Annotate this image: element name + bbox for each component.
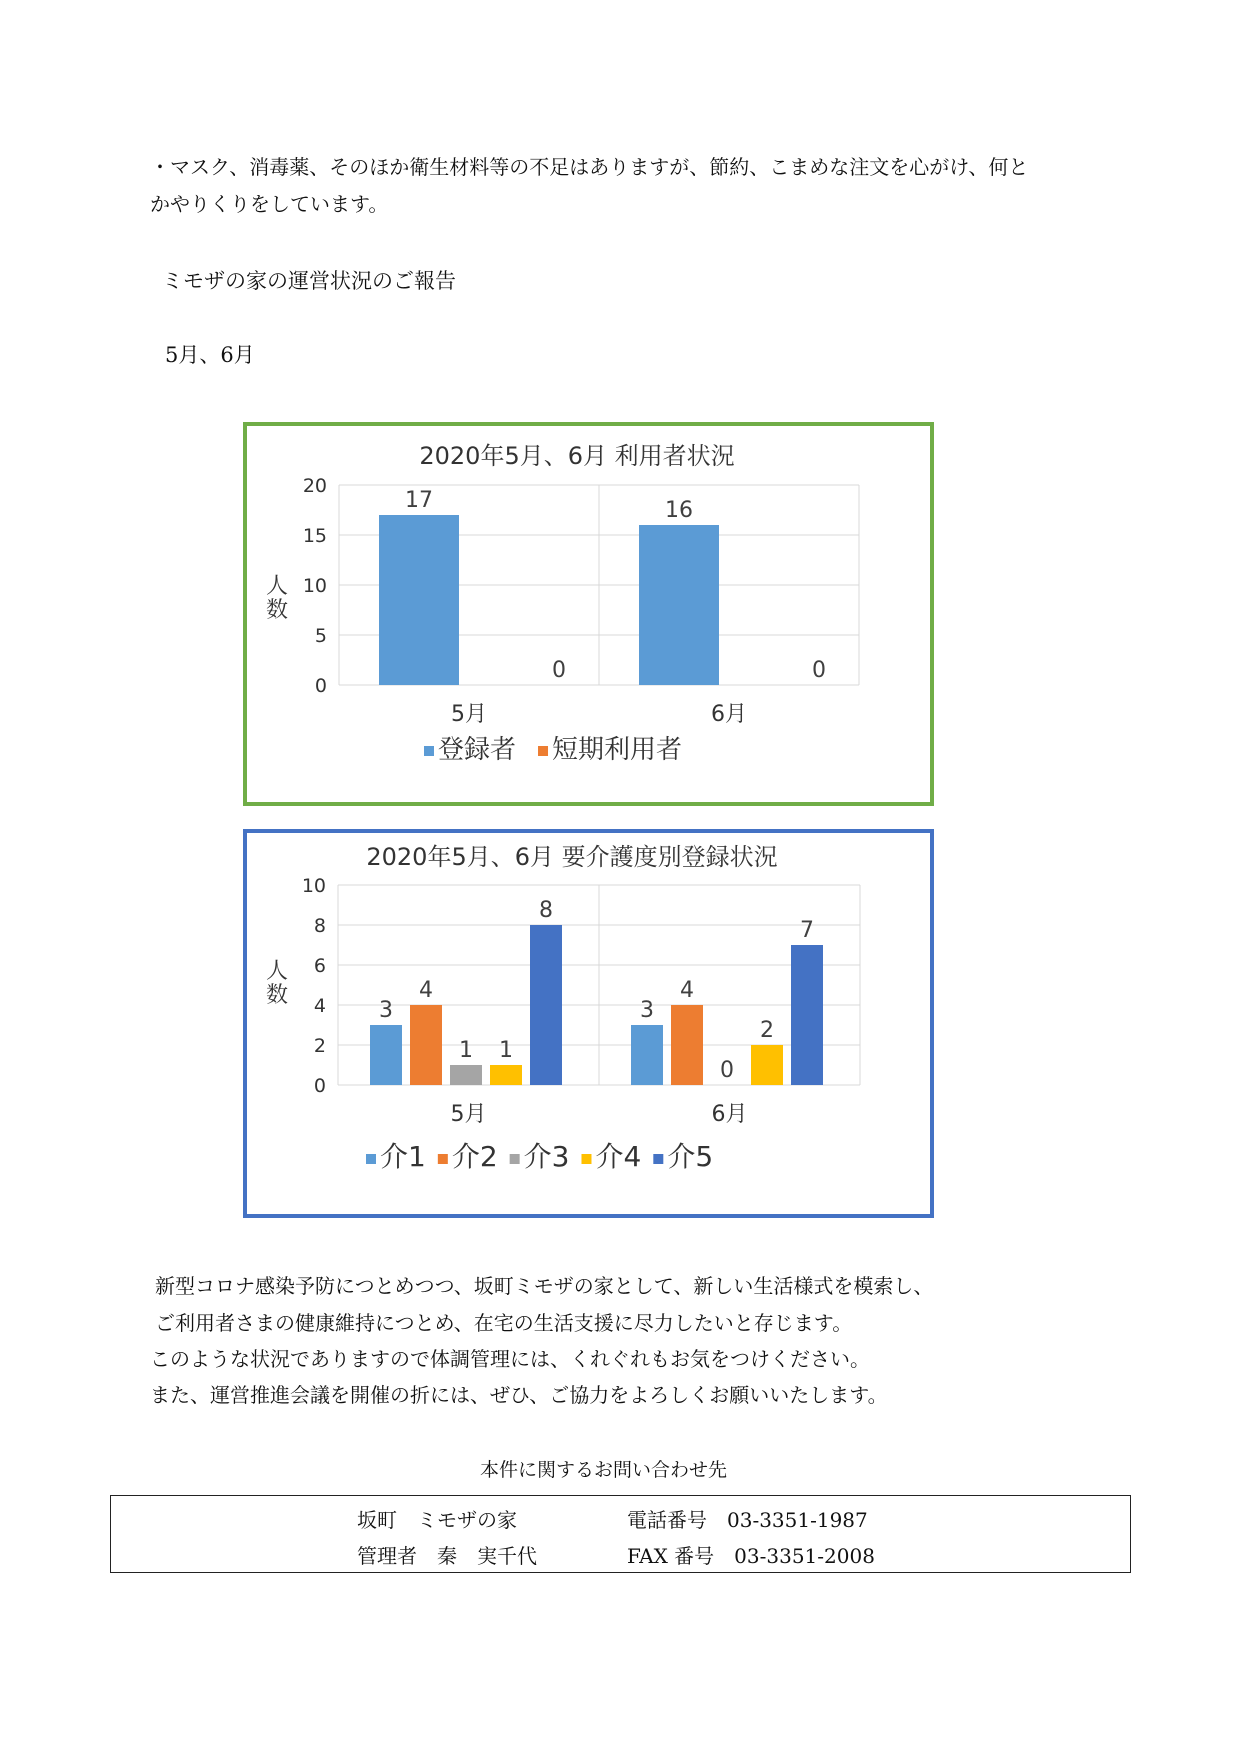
bar-介2-5月 [410, 1005, 442, 1085]
data-label: 17 [405, 488, 433, 513]
intro-line-2: かやりくりをしています。 [150, 192, 389, 216]
chart-user-status [243, 422, 934, 806]
data-label: 16 [665, 498, 693, 523]
y-tick-label: 4 [313, 995, 326, 1017]
legend-entry: 介3 [523, 1140, 570, 1173]
legend-swatch [538, 746, 548, 756]
y-axis-label: 数 [265, 983, 289, 1008]
bar-登録者-6月 [639, 525, 719, 685]
data-label: 4 [419, 978, 433, 1003]
bar-介1-5月 [370, 1025, 402, 1085]
closing-line-4: また、運営推進会議を開催の折には、ぜひ、ご協力をよろしくお願いいたします。 [150, 1383, 888, 1407]
bar-介1-6月 [631, 1025, 663, 1085]
data-label: 1 [459, 1038, 473, 1063]
legend-entry: 登録者 [438, 735, 517, 765]
bar-介4-6月 [751, 1045, 783, 1085]
legend-swatch [424, 746, 434, 756]
section-heading: ミモザの家の運営状況のご報告 [162, 269, 456, 293]
data-label: 0 [812, 658, 826, 683]
y-tick-label: 10 [301, 875, 326, 897]
chart-title: 2020年5月、6月 利用者状況 [419, 442, 735, 470]
y-tick-label: 6 [313, 955, 326, 977]
closing-line-1: 新型コロナ感染予防につとめつつ、坂町ミモザの家として、新しい生活様式を模索し、 [155, 1274, 934, 1298]
y-tick-label: 10 [302, 575, 327, 597]
bar-登録者-5月 [379, 515, 459, 685]
chart-title: 2020年5月、6月 要介護度別登録状況 [366, 843, 778, 871]
data-label: 3 [640, 998, 654, 1023]
y-tick-label: 8 [313, 915, 326, 937]
legend-swatch [438, 1154, 448, 1164]
data-label: 3 [379, 998, 393, 1023]
data-label: 4 [680, 978, 694, 1003]
contact-box [110, 1495, 1131, 1573]
chart-care-level-status-svg [247, 833, 930, 1214]
legend-swatch [653, 1154, 663, 1164]
chart-user-status-svg [247, 426, 930, 802]
data-label: 0 [552, 658, 566, 683]
data-label: 0 [720, 1058, 734, 1083]
contact-heading: 本件に関するお問い合わせ先 [480, 1459, 728, 1481]
y-tick-label: 20 [302, 475, 327, 497]
closing-line-3: このような状況でありますので体調管理には、くれぐれもお気をつけください。 [150, 1347, 870, 1371]
legend-entry: 介4 [595, 1140, 642, 1173]
legend-swatch [581, 1154, 591, 1164]
data-label: 8 [539, 898, 553, 923]
legend-swatch [510, 1154, 520, 1164]
chart-care-level-status [243, 829, 934, 1218]
data-label: 2 [760, 1018, 774, 1043]
bar-介4-5月 [490, 1065, 522, 1085]
bar-介5-5月 [530, 925, 562, 1085]
x-tick-label: 5月 [451, 702, 487, 727]
data-label: 7 [800, 918, 814, 943]
contact-manager: 管理者 秦 実千代 [357, 1544, 537, 1568]
legend-entry: 介5 [667, 1140, 714, 1173]
closing-line-2: ご利用者さまの健康維持につとめ、在宅の生活支援に尽力したいと存じます。 [155, 1311, 853, 1335]
x-tick-label: 5月 [450, 1102, 487, 1127]
bar-介2-6月 [671, 1005, 703, 1085]
x-tick-label: 6月 [711, 702, 747, 727]
contact-fax: FAX 番号 03-3351-2008 [627, 1544, 875, 1568]
y-tick-label: 5 [314, 625, 327, 647]
y-axis-label: 数 [265, 598, 289, 623]
intro-line-1: ・マスク、消毒薬、そのほか衛生材料等の不足はありますが、節約、こまめな注文を心がけ、何と [150, 155, 1029, 179]
legend-swatch [366, 1154, 376, 1164]
x-tick-label: 6月 [711, 1102, 748, 1127]
y-axis-label: 人 [265, 574, 289, 599]
bar-介5-6月 [791, 945, 823, 1085]
y-tick-label: 0 [313, 1075, 326, 1097]
bar-介3-5月 [450, 1065, 482, 1085]
y-axis-label: 人 [265, 959, 289, 984]
data-label: 1 [499, 1038, 513, 1063]
section-period: 5月、6月 [165, 343, 255, 367]
y-tick-label: 0 [314, 675, 327, 697]
contact-phone: 電話番号 03-3351-1987 [627, 1508, 868, 1532]
legend-entry: 介1 [380, 1140, 426, 1173]
legend-entry: 介2 [451, 1140, 498, 1173]
legend-entry: 短期利用者 [552, 735, 683, 765]
y-tick-label: 2 [313, 1035, 326, 1057]
contact-name: 坂町 ミモザの家 [357, 1508, 517, 1532]
y-tick-label: 15 [302, 525, 327, 547]
